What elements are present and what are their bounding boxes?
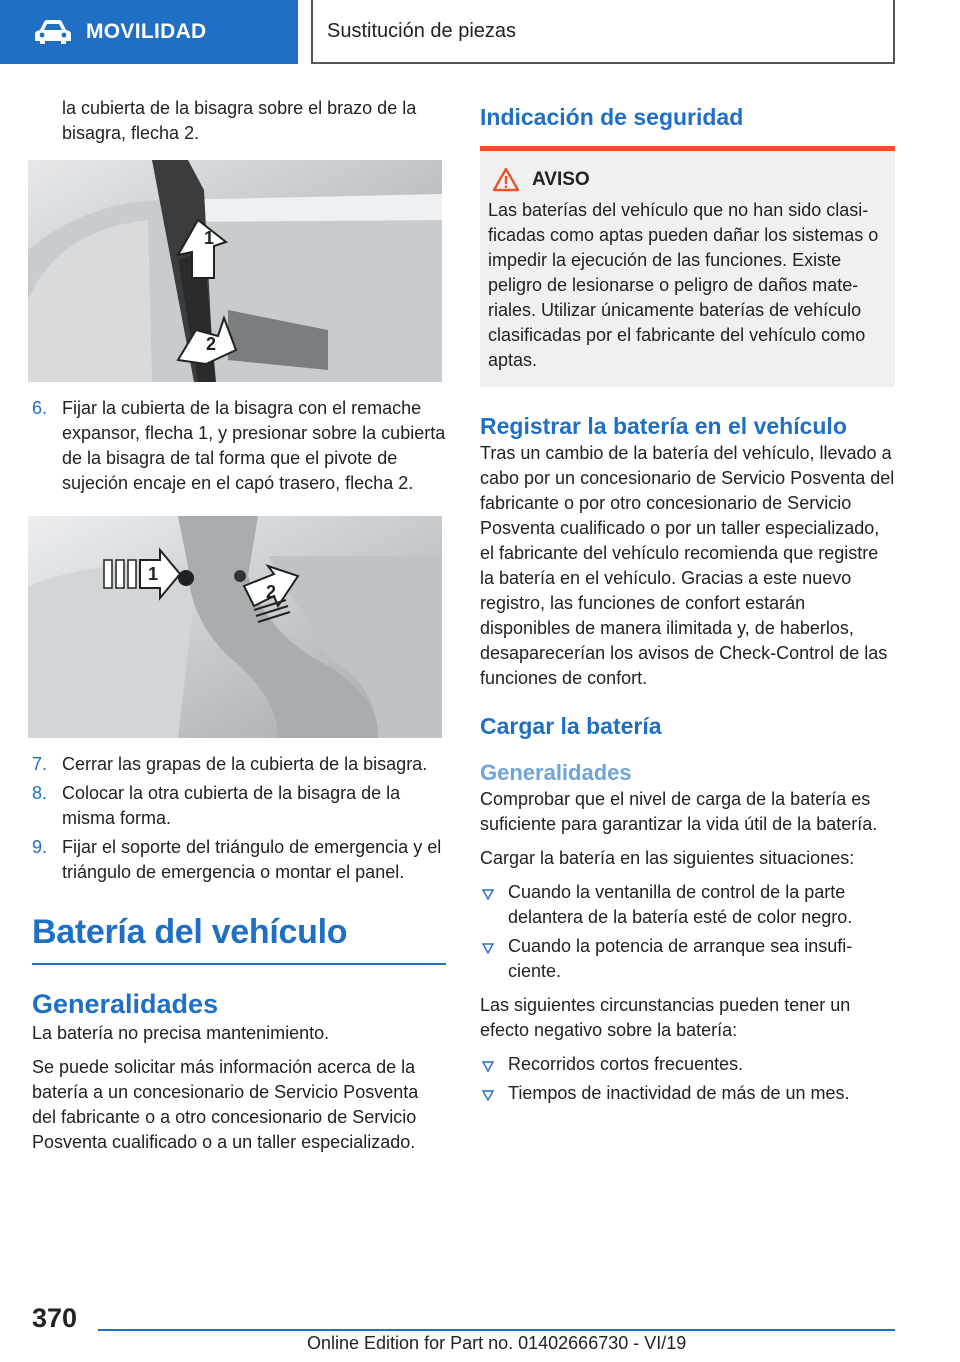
charge-heading: Cargar la batería xyxy=(480,713,662,739)
battery-heading: Batería del vehículo xyxy=(32,913,348,951)
list-item xyxy=(32,396,446,496)
bullet-text: Recorridos cortos frecuentes. xyxy=(508,1054,744,1074)
negative-effects-list xyxy=(480,1052,895,1106)
charge-text-1: Comprobar que el nivel de carga de la batería es suficiente para garantizar la vida útil de la batería. xyxy=(480,789,878,834)
edition-note: Online Edition for Part no. 01402666730 - VI/19 xyxy=(307,1333,687,1353)
charge-text-3: Las siguientes circunstancias pueden tener un efecto negativo sobre la batería: xyxy=(480,995,851,1040)
intro-text: la cubierta de la bisagra sobre el brazo de la bisagra, flecha 2. xyxy=(62,98,417,143)
bullet-text: Tiempos de inactividad de más de un mes. xyxy=(508,1083,850,1103)
step-number: 9. xyxy=(32,837,48,857)
charge-general-heading: Generalidades xyxy=(480,760,632,785)
step-number: 7. xyxy=(32,754,48,774)
list-item xyxy=(480,880,895,930)
warning-box xyxy=(480,146,895,387)
hinge-cover-photo-1 xyxy=(28,160,442,382)
list-item xyxy=(480,934,895,984)
warning-triangle-icon xyxy=(492,167,520,192)
list-item xyxy=(32,835,446,885)
list-item xyxy=(32,781,446,831)
steps-list-a xyxy=(32,396,446,496)
step-text: Fijar el soporte del triángulo de emergencia y el triángulo de emergencia o montar el panel. xyxy=(62,837,442,882)
register-heading: Registrar la batería en el vehículo xyxy=(480,413,847,439)
bullet-triangle-icon xyxy=(482,1061,494,1072)
register-text: Tras un cambio de la batería del vehículo, llevado a cabo por un concesionario de Servicio Posventa del fabricante o por otro concesionario de Servicio Posventa cualificado o por un taller especializado, el fabricante del vehículo recomienda que registre la batería en el vehículo. Gracias a este nuevo registro, las funciones de confort estarán disponibles de manera ilimitada y, de haberlos, desaparecerían los avisos de Check-Control de las funciones de confort. xyxy=(480,443,895,688)
charge-text-2: Cargar la batería en las siguientes situaciones: xyxy=(480,848,855,868)
section-label: MOVILIDAD xyxy=(86,20,207,43)
heading-divider xyxy=(32,963,446,965)
bullet-triangle-icon xyxy=(482,889,494,900)
fig1-arrow-1-label: 1 xyxy=(204,228,215,248)
fig1-arrow-2-label: 2 xyxy=(206,334,217,354)
bullet-text: Cuando la ventanilla de control de la parte delantera de la batería esté de color negro. xyxy=(508,882,853,927)
list-item xyxy=(480,1052,895,1077)
chapter-title: Sustitución de piezas xyxy=(327,19,517,42)
step-text: Fijar la cubierta de la bisagra con el remache expansor, flecha 1, y presionar sobre la cubierta de la bisagra de tal forma que el pivote de sujeción encaje en el capó trasero, flecha 2. xyxy=(62,398,446,493)
maintenance-text: La batería no precisa mantenimiento. xyxy=(32,1023,330,1043)
safety-heading: Indicación de seguridad xyxy=(480,104,744,130)
step-text: Cerrar las grapas de la cubierta de la bisagra. xyxy=(62,754,428,774)
info-text: Se puede solicitar más información acerca de la batería a un concesionario de Servicio Posventa del fabricante o a otro concesionario de Servicio Posventa cualificado o a un taller especializado. xyxy=(32,1057,419,1152)
fig2-arrow-1-label: 1 xyxy=(148,564,159,584)
bullet-text: Cuando la potencia de arranque sea insuficiente. xyxy=(508,936,853,981)
list-item xyxy=(32,752,446,777)
warning-text: Las baterías del vehículo que no han sido clasificadas como aptas pueden dañar los sistemas o impedir la ejecución de las funciones. Existe peligro de lesionarse o peligro de daños materiales. Utilizar únicamente baterías de vehículo clasificadas por el fabricante del vehículo como aptas. xyxy=(488,200,879,370)
bullet-triangle-icon xyxy=(482,943,494,954)
chapter-header xyxy=(311,0,895,64)
section-tab[interactable] xyxy=(0,0,298,64)
warning-label: AVISO xyxy=(532,169,590,190)
steps-list-b xyxy=(32,752,446,885)
car-icon xyxy=(34,19,72,45)
left-column xyxy=(32,96,446,1164)
hinge-cover-photo-2 xyxy=(28,516,442,738)
step-text: Colocar la otra cubierta de la bisagra de la misma forma. xyxy=(62,783,401,828)
step-number: 6. xyxy=(32,398,48,418)
charge-situations-list xyxy=(480,880,895,984)
step-number: 8. xyxy=(32,783,48,803)
fig2-arrow-2-label: 2 xyxy=(266,582,277,602)
page-number: 370 xyxy=(32,1303,78,1333)
list-item xyxy=(480,1081,895,1106)
bullet-triangle-icon xyxy=(482,1090,494,1101)
footer-divider xyxy=(98,1329,895,1331)
general-heading: Generalidades xyxy=(32,989,219,1019)
right-column xyxy=(480,96,895,1115)
